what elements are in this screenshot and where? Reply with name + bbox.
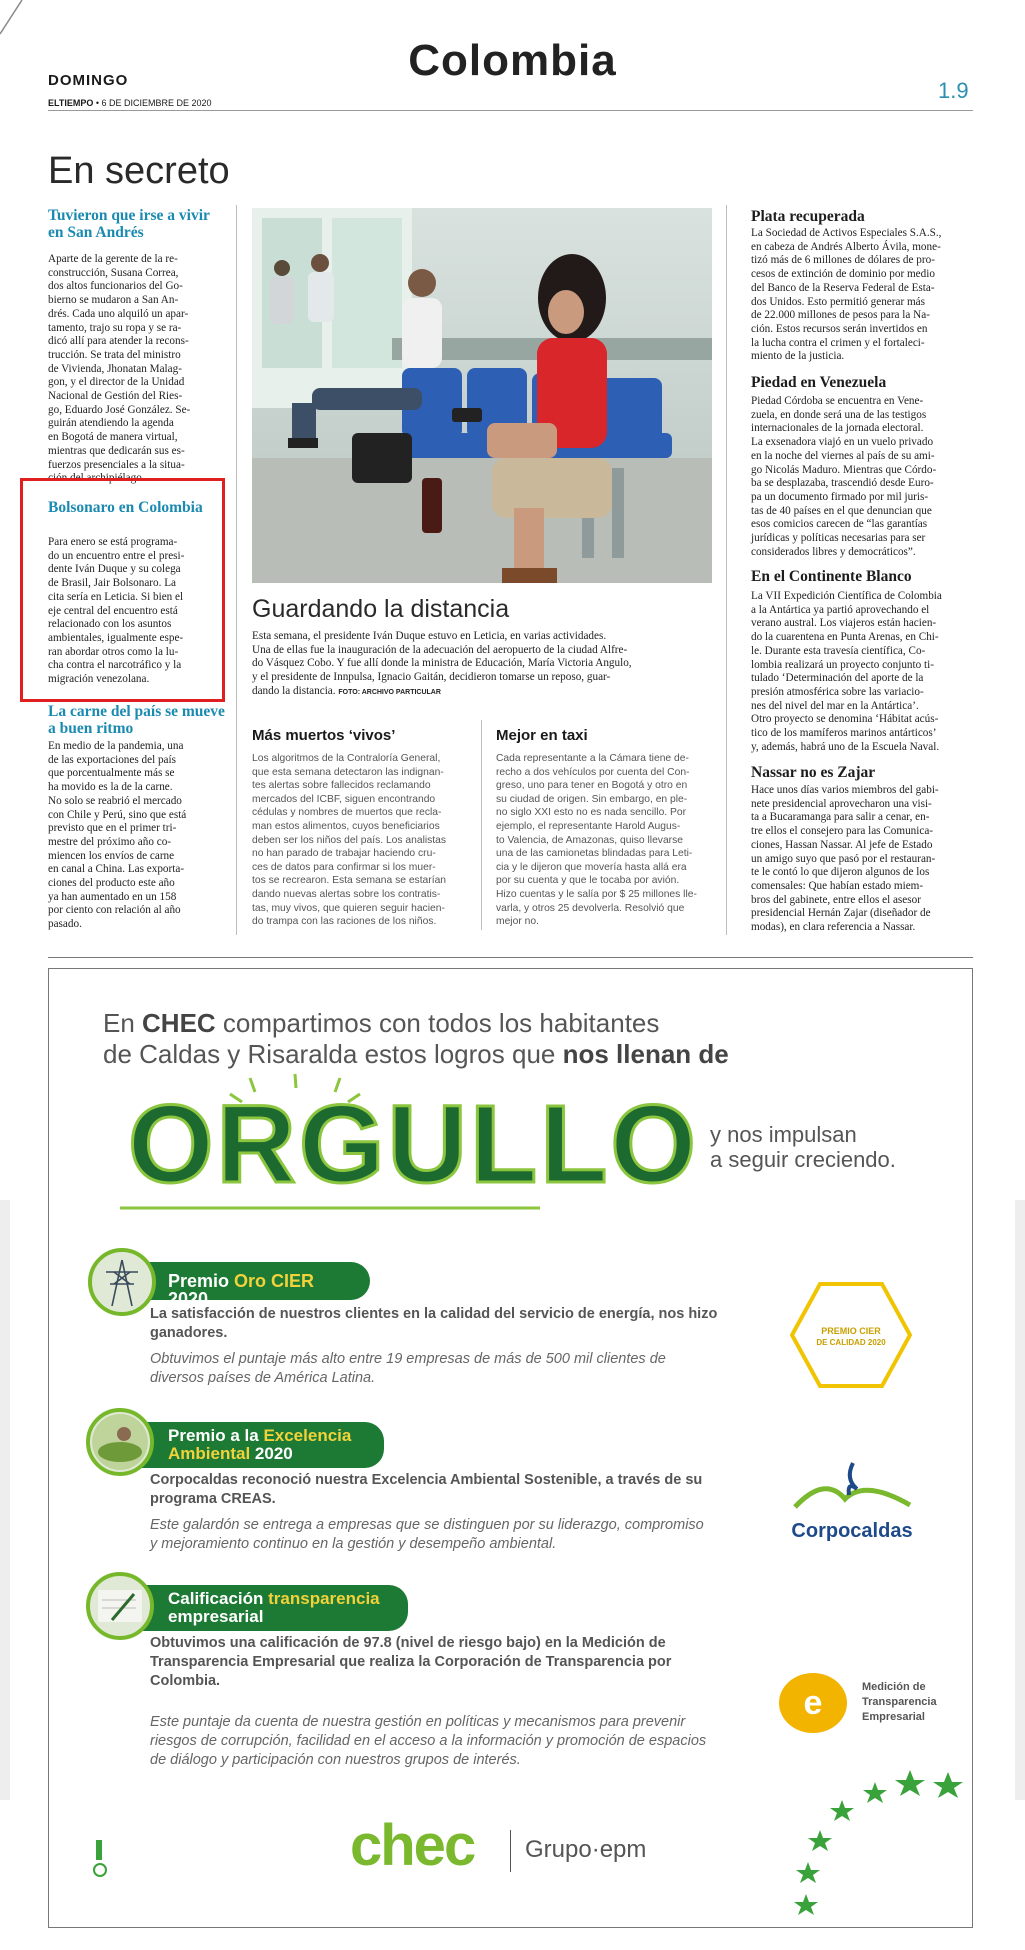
photo-caption-text: [252, 630, 712, 700]
transparencia-logo: [778, 1672, 948, 1734]
award-3-italic-line: riesgos de corrupción, facilidad en el acceso a la información y promoción de espacios: [150, 1733, 707, 1749]
article-line: presidencial Hernán Zajar (diseñador de: [751, 907, 931, 920]
article-line: cia y le dijeron que movería hasta allá era: [496, 861, 687, 873]
article-line: Piedad Córdoba se encuentra en Vene-: [751, 395, 924, 407]
award-2-pill-line-1: [168, 1427, 366, 1445]
article-line: ejemplo, el representante Harold Augus-: [496, 820, 681, 832]
left-article-3-text: [48, 740, 228, 932]
page-title: En secreto: [48, 150, 230, 192]
article-line: en cabeza de Andrés Alberto Ávila, mone-: [751, 240, 941, 253]
ad-headline-line-2: [103, 1039, 803, 1070]
article-line: comensales: Que habían estado miem-: [751, 879, 924, 892]
article-line: ces de datos para confirmar si los muer-: [252, 861, 436, 873]
award-2-italic-line: Este galardón se entrega a empresas que se distinguen por su liderazgo, compromiso: [150, 1517, 704, 1533]
article-line: tos se recrearon. Esta semana se estarían: [252, 875, 447, 887]
article-line: Los algoritmos de la Contraloría General,: [252, 753, 441, 764]
highlight-box: [20, 478, 225, 702]
award-2-pill: [118, 1422, 384, 1468]
article-line: Hace unos días varios miembros del gabi-: [751, 784, 939, 796]
stars-decoration: [780, 1760, 980, 1925]
article-line: que porcentualmente más se: [48, 767, 175, 780]
article-line: La VII Expedición Científica de Colombia: [751, 590, 942, 602]
header-rule: [48, 110, 973, 111]
article-line: lombia realizará un proyecto conjunto ti-: [751, 658, 934, 671]
award-3-bold-line: Colombia.: [150, 1673, 221, 1689]
caption-line: y el presidente de Innpulsa, Ignacio Gaitán, decidieron tomarse un reposo, guar-: [252, 671, 611, 684]
article-line: cesos de extinción de dominio por medio: [751, 268, 935, 281]
article-line: su ciudad de origen. Sin embargo, en ple-: [496, 793, 688, 805]
article-line: ha movido es la de la carne.: [48, 781, 173, 794]
article-line: ción del archipiélago.: [48, 472, 145, 485]
article-line: tas de 40 países en el que denuncian que: [751, 504, 932, 517]
section-title: Colombia: [408, 36, 617, 85]
article-line: deben ser los niños del país. Los analistas: [252, 834, 447, 846]
right-article-2-title: Piedad en Venezuela: [751, 374, 887, 391]
article-line: ciones, Hassan Nassar. Al jefe de Estado: [751, 838, 933, 851]
right-article-1-title: Plata recuperada: [751, 208, 865, 225]
caption-line: Una de ellas fue la inauguración de la adecuación del aeropuerto de la ciudad Alfre-: [252, 643, 628, 656]
article-line: go, Eduardo José González. Se-: [48, 403, 191, 416]
article-line: no siglo XXI esto no es nada sencillo. Por: [496, 807, 687, 819]
header-paper-date: ELTIEMPO • 6 DE DICIEMBRE DE 2020: [48, 98, 212, 108]
article-line: migración venezolana.: [48, 673, 150, 686]
article-line: trucción. Se trata del ministro: [48, 348, 181, 361]
ad-headline-mid: compartimos con todos los habitantes: [215, 1008, 660, 1038]
article-line: Para enero se está programa-: [48, 536, 178, 548]
right-article-1-text: [751, 227, 973, 364]
article-line: considerados libres y democráticos”.: [751, 545, 916, 558]
award-1-italic-line: Obtuvimos el puntaje más alto entre 19 empresas de más de 500 mil clientes de: [150, 1351, 666, 1367]
right-article-4-text: [751, 784, 973, 935]
article-line: una de las camionetas blindadas para Leti-: [496, 848, 693, 860]
paper-date: 6 DE DICIEMBRE DE 2020: [101, 98, 212, 108]
award-3-pill-line-1: [168, 1590, 390, 1608]
article-line: ambientales, igualmente espe-: [48, 631, 184, 644]
article-line: nes del nivel del mar en la Antártica’.: [751, 699, 919, 712]
article-line: con Chile y Perú, sino que está: [48, 808, 187, 821]
award-3-pill-hl: transparencia: [268, 1589, 380, 1608]
award-3-italic: [150, 1713, 740, 1770]
article-line: tes alertas sobre fallecidos reclamando: [252, 780, 431, 792]
award-3-italic-line: Este puntaje da cuenta de nuestra gestión en políticas y mecanismos para prevenir: [150, 1714, 686, 1730]
article-line: cita sería en Leticia. Si bien el: [48, 590, 184, 603]
paper-name: ELTIEMPO: [48, 98, 94, 108]
news-photo: [252, 208, 712, 583]
article-line: to Valencia, de Amazonas, quiso llevarse: [496, 834, 683, 846]
right-article-3-title: En el Continente Blanco: [751, 568, 912, 585]
article-line: modas), en clara referencia a Nassar.: [751, 921, 916, 934]
article-line: fuerzos presenciales a la situa-: [48, 458, 185, 471]
photo-credit: FOTO: ARCHIVO PARTICULAR: [338, 688, 441, 696]
article-line: man estos alimentos, cuyos beneficiarios: [252, 820, 440, 832]
award-2-image: [86, 1408, 154, 1476]
article-line: tas, muy vivos, que quieren seguir hacien-: [252, 902, 445, 914]
article-line: en la noche del viernes al país de su ami-: [751, 449, 935, 462]
award-2-pill-line2-b: 2020: [250, 1444, 293, 1463]
left-side-bar: [0, 1200, 10, 1800]
page-corner-mark: [0, 0, 40, 40]
article-line: recho a dos vehículos por cuenta del Con-: [496, 766, 690, 778]
article-line: internacionales de la jornada electoral.: [751, 422, 924, 435]
article-line: Otro proyecto se denomina ‘Hábitat acús-: [751, 713, 939, 726]
header-day: DOMINGO: [48, 72, 129, 89]
cier-logo-text-2: DE CALIDAD 2020: [816, 1338, 886, 1347]
award-2-italic: [150, 1516, 730, 1554]
article-line: en canal a China. Las exporta-: [48, 863, 185, 876]
article-line: greso, uno para tener en Bogotá y otro en: [496, 780, 688, 792]
article-line: La exsenadora viajó en un vuelo privado: [751, 436, 934, 449]
transparencia-text-3: Empresarial: [862, 1711, 925, 1723]
article-line: gon, y el director de la Unidad: [48, 376, 185, 389]
article-line: cha contra el narcotráfico y la: [48, 659, 182, 672]
article-taxi-title: Mejor en taxi: [496, 727, 588, 744]
ad-headline-line2-pre: de Caldas y Risaralda estos logros que: [103, 1039, 563, 1069]
power-tower-icon: [92, 1252, 152, 1312]
cier-logo-text-1: PREMIO CIER: [821, 1326, 881, 1336]
article-line: dos Unidos. Esto permitió generar más: [751, 295, 925, 308]
article-line: miento de la justicia.: [751, 350, 845, 363]
article-line: verano austral. Los viajeros están hacien-: [751, 617, 937, 630]
article-line: ciones del producto este año: [48, 877, 175, 890]
award-2-bold-line: programa CREAS.: [150, 1491, 276, 1507]
ad-headline-pre: En: [103, 1008, 143, 1038]
premio-cier-logo: [790, 1282, 912, 1388]
ad-headline-brand: CHEC: [142, 1008, 216, 1038]
award-1-bold: [150, 1305, 730, 1343]
article-line: de Vivienda, Jhonatan Malag-: [48, 362, 182, 375]
article-line: mientras que dedicarán sus es-: [48, 444, 185, 457]
chec-logo-text: chec: [350, 1813, 475, 1878]
award-1-pill-a: Premio: [168, 1271, 235, 1291]
caption-line: [252, 685, 712, 700]
ad-headline-line2-bold: nos llenan de: [562, 1039, 729, 1069]
article-line: que esta semana detectaron las indignan-: [252, 766, 444, 778]
article-line: le. Durante esta travesía científica, Co-: [751, 644, 926, 657]
corpocaldas-text: Corpocaldas: [791, 1520, 913, 1542]
article-line: do trampa con las raciones de los niños.: [252, 916, 437, 928]
article-line: No solo se reabrió el mercado: [48, 794, 182, 807]
left-article-2-title: Bolsonaro en Colombia: [48, 499, 203, 516]
article-line: go Nicolás Maduro. Mientras que Córdo-: [751, 463, 937, 476]
article-line: La Sociedad de Activos Especiales S.A.S.,: [751, 227, 942, 239]
article-muertos-title: Más muertos ‘vivos’: [252, 727, 396, 744]
article-line: En medio de la pandemia, una: [48, 740, 184, 752]
article-line: dente Iván Duque y su colega: [48, 563, 181, 576]
article-line: bros del gabinete, entre ellos el asesor: [751, 893, 921, 906]
article-line: y, además, habrá uno de la Escuela Naval.: [751, 740, 940, 753]
right-article-3-text: [751, 590, 973, 754]
award-3-pill: [118, 1585, 408, 1631]
article-line: por su cuenta y que le tocaba por avión.: [496, 875, 680, 887]
article-line: tico de los mamíferos marinos antárticos’: [751, 727, 937, 740]
article-line: en Bogotá de manera virtual,: [48, 431, 178, 444]
photo-caption-title: Guardando la distancia: [252, 595, 510, 623]
article-line: tamento, trajo su ropa y se ra-: [48, 321, 182, 334]
article-line: cédulas y nombres de muertos que recla-: [252, 807, 442, 819]
award-1-image: [88, 1248, 156, 1316]
article-line: Nacional de Gestión del Ries-: [48, 390, 183, 403]
award-2-bold: [150, 1471, 730, 1509]
award-1-bold-line: ganadores.: [150, 1325, 228, 1341]
award-2-pill-line-2: [168, 1445, 366, 1463]
column-divider: [481, 720, 482, 930]
article-line: relacionado con los asuntos: [48, 618, 172, 631]
article-line: miencen los envíos de carne: [48, 849, 175, 862]
caption-line: do Vásquez Cobo. Y fue allí donde la ministra de Educación, María Victoria Angulo,: [252, 657, 632, 670]
right-article-2-text: [751, 395, 973, 559]
column-divider: [236, 205, 237, 935]
ad-big-sub-2: a seguir creciendo.: [710, 1147, 896, 1172]
article-line: Aparte de la gerente de la re-: [48, 253, 178, 265]
article-line: un amigo suyo que pasó por el restauran-: [751, 852, 936, 865]
article-line: tre ellos el consejero para las Comunica-: [751, 825, 934, 838]
article-line: ran abordar otros como la lu-: [48, 645, 179, 658]
left-article-1-title: Tuvieron que irse a vivir en San Andrés: [48, 207, 210, 241]
article-line: drés. Cada uno alquiló un apar-: [48, 307, 189, 320]
article-line: del Banco de la Reserva Federal de Esta-: [751, 281, 935, 294]
transparencia-e-glyph: e: [803, 1684, 823, 1722]
corpocaldas-logo: [785, 1455, 920, 1545]
award-1-pill-b: 2020: [168, 1289, 209, 1309]
article-line: bierno se mudaron a San An-: [48, 294, 179, 307]
airport-photo-illustration: [252, 208, 712, 583]
ad-top-rule: [48, 957, 973, 958]
footer-separator: [510, 1830, 511, 1872]
article-line: ción. Estos recursos serán invertidos en: [751, 322, 928, 335]
article-line: guirán atendiendo la agenda: [48, 417, 174, 430]
article-line: dos altos funcionarios del Go-: [48, 280, 183, 293]
ad-big-sub-1: y nos impulsan: [710, 1122, 857, 1147]
article-line: dicó allí para atender la recons-: [48, 335, 189, 348]
award-1-italic: [150, 1350, 730, 1388]
award-1-italic-line: diversos países de América Latina.: [150, 1370, 376, 1386]
award-3-bold-line: Transparencia Empresarial que realiza la Corporación de Transparencia por: [150, 1654, 672, 1670]
article-line: de Brasil, Jair Bolsonaro. La: [48, 577, 177, 590]
right-article-4-title: Nassar no es Zajar: [751, 764, 876, 781]
article-line: Cada representante a la Cámara tiene de-: [496, 753, 689, 764]
article-line: ta a Bucaramanga para salir a cenar, en-: [751, 811, 930, 824]
page-number: 1.9: [938, 78, 969, 103]
signing-hand-icon: [90, 1576, 150, 1636]
article-line: ya han aumentado en un 158: [48, 890, 177, 903]
article-line: por ciento con relación al año: [48, 904, 181, 917]
transparencia-text-2: Transparencia: [862, 1696, 937, 1708]
article-line: presión atmosférica sobre las variacio-: [751, 685, 924, 698]
award-3-image: [86, 1572, 154, 1640]
nature-photo-icon: [90, 1412, 150, 1472]
article-line: tulado ‘Determinación del aporte de la: [751, 672, 924, 685]
article-line: mercados del ICBF, siguen encontrando: [252, 793, 436, 805]
ad-big-subtitle: [710, 1122, 950, 1172]
award-3-pill-a: Calificación: [168, 1589, 269, 1608]
recycle-logo-icon: [92, 1836, 108, 1880]
article-line: Hizo cuentas y le salía por $ 25 millones lle-: [496, 888, 697, 900]
award-3-bold: [150, 1634, 730, 1691]
article-line: eje central del encuentro está: [48, 604, 178, 617]
column-divider: [726, 205, 727, 935]
article-line: te le contó lo que dijeron algunos de los: [751, 866, 930, 879]
article-taxi-text: [496, 752, 709, 929]
article-line: mejor no.: [496, 916, 539, 928]
award-2-pill-hl: Excelencia: [263, 1426, 352, 1445]
article-line: no han parado de trabajar haciendo cru-: [252, 848, 436, 860]
article-line: la lucha contra el crimen y el fortaleci-: [751, 336, 925, 349]
award-2-pill-a: Premio a la: [168, 1426, 264, 1445]
award-2-italic-line: y mejoramiento continuo en la gestión y desempeño ambiental.: [150, 1536, 557, 1552]
transparencia-text-1: Medición de: [862, 1681, 926, 1693]
article-line: do la cuarentena en Punta Arenas, en Chi-: [751, 631, 939, 644]
award-3-pill-line-2: empresarial: [168, 1607, 264, 1626]
article-line: nete presidencial aprovecharon una visi-: [751, 797, 932, 810]
article-line: previsto que en el primer tri-: [48, 822, 177, 835]
ad-headline-line-1: [103, 1008, 803, 1039]
article-line: varla, y otros 25 devolverla. Resolvió que: [496, 902, 685, 914]
caption-line: Esta semana, el presidente Iván Duque estuvo en Leticia, en varias actividades.: [252, 630, 607, 642]
grupo-epm-logo-text: Grupo·epm: [525, 1836, 647, 1863]
article-muertos-text: [252, 752, 465, 929]
article-line: construcción, Susana Correa,: [48, 266, 179, 279]
article-line: pasado.: [48, 918, 82, 931]
article-line: a la Antártica ya partió aprovechando el: [751, 603, 930, 616]
article-line: tizó más de 6 millones de dólares de pro-: [751, 254, 935, 267]
article-line: do un encuentro entre el presi-: [48, 549, 185, 562]
ad-headline: [103, 1008, 803, 1070]
award-2-bold-line: Corpocaldas reconoció nuestra Excelencia Ambiental Sostenible, a través de su: [150, 1472, 703, 1488]
article-line: pa un documento firmado por mil juris-: [751, 490, 929, 503]
award-1-pill-hl: Oro CIER: [234, 1271, 315, 1291]
award-3-italic-line: de diálogo y participación con nuestros grupos de interés.: [150, 1752, 521, 1768]
right-side-bar: [1015, 1200, 1025, 1800]
left-article-1-text: [48, 253, 228, 486]
article-line: de 22.000 millones de pesos para la Na-: [751, 309, 930, 322]
article-line: ba se desplazaba, trascendió desde Euro-: [751, 477, 934, 490]
article-line: esos comicios carecen de “las garantías: [751, 518, 928, 531]
article-line: de las exportaciones del país: [48, 753, 176, 766]
caption-last-line: dando la distancia.: [252, 684, 336, 697]
article-line: zuela, en donde será una de las testigos: [751, 408, 927, 421]
award-3-bold-line: Obtuvimos una calificación de 97.8 (nivel de riesgo bajo) en la Medición de: [150, 1635, 666, 1651]
award-1-bold-line: La satisfacción de nuestros clientes en la calidad del servicio de energía, nos hizo: [150, 1306, 718, 1322]
left-article-3-title: La carne del país se mueve a buen ritmo: [48, 703, 225, 737]
article-line: mestre del próximo año co-: [48, 835, 172, 848]
article-line: dando nuevas alertas sobre los contratis-: [252, 888, 441, 900]
article-line: jurídicas y políticas necesarias para ser: [751, 532, 926, 545]
award-2-pill-line2-hl: Ambiental: [168, 1444, 251, 1463]
ad-big-word: ORGULLO: [128, 1083, 699, 1206]
